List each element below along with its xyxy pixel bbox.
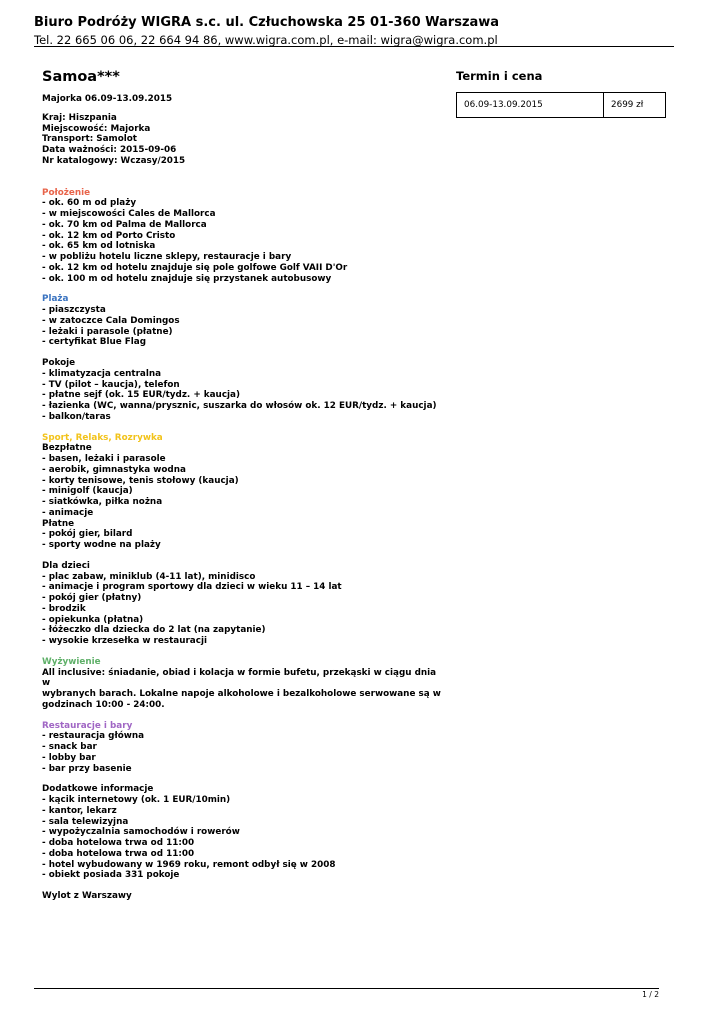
list-item: - w zatoczce Cala Domingos bbox=[42, 315, 180, 326]
info-line: Transport: Samolot bbox=[42, 134, 138, 145]
list-item: - korty tenisowe, tenis stołowy (kaucja) bbox=[42, 475, 239, 486]
list-item: - pokój gier, bilard bbox=[42, 529, 133, 540]
list-item: - łazienka (WC, wanna/prysznic, suszarka do włosów ok. 12 EUR/tydz. + kaucja) bbox=[42, 401, 437, 411]
list-item: - doba hotelowa trwa od 11:00 bbox=[42, 838, 195, 848]
list-item: - snack bar bbox=[42, 742, 97, 752]
list-item: - klimatyzacja centralna bbox=[42, 368, 162, 379]
list-item: - płatne sejf (ok. 15 EUR/tydz. + kaucja) bbox=[42, 390, 241, 401]
company-name: Biuro Podróży WIGRA s.c. ul. Człuchowska 25 01-360 Warszawa bbox=[34, 15, 500, 30]
term-price-cell: 2699 zł bbox=[604, 93, 666, 118]
list-item: - wypożyczalnia samochodów i rowerów bbox=[42, 827, 240, 838]
list-item: - sala telewizyjna bbox=[42, 816, 129, 827]
paragraph-line: wybranych barach. Lokalne napoje alkoholowe i bezalkoholowe serwowane są w bbox=[42, 689, 441, 699]
list-item: - kącik internetowy (ok. 1 EUR/10min) bbox=[42, 795, 231, 805]
list-item: - balkon/taras bbox=[42, 411, 111, 422]
list-item: - ok. 70 km od Palma de Mallorca bbox=[42, 219, 207, 230]
document-header bbox=[34, 14, 674, 48]
list-item: - animacje i program sportowy dla dzieci w wieku 11 – 14 lat bbox=[42, 582, 342, 593]
offer-subtitle: Majorka 06.09-13.09.2015 bbox=[42, 94, 173, 104]
sublist-label: Płatne bbox=[42, 518, 75, 529]
section-heading-sport: Sport, Relaks, Rozrywka bbox=[42, 432, 163, 443]
list-item: - basen, leżaki i parasole bbox=[42, 454, 166, 464]
paragraph-line: All inclusive: śniadanie, obiad i kolacja w formie bufetu, przekąski w ciągu dnia w bbox=[42, 667, 437, 689]
price-panel bbox=[456, 68, 666, 118]
price-table bbox=[456, 92, 666, 118]
list-item: - aerobik, gimnastyka wodna bbox=[42, 464, 186, 475]
page-title: Samoa*** bbox=[42, 69, 120, 85]
list-item: - certyfikat Blue Flag bbox=[42, 337, 147, 348]
info-line: Miejscowość: Majorka bbox=[42, 123, 151, 134]
list-item: - łóżeczko dla dziecka do 2 lat (na zapytanie) bbox=[42, 625, 266, 636]
sublist-label: Bezpłatne bbox=[42, 443, 92, 454]
info-line: Nr katalogowy: Wczasy/2015 bbox=[42, 155, 186, 166]
list-item: - w miejscowości Cales de Mallorca bbox=[42, 209, 216, 219]
list-item: - pokój gier (płatny) bbox=[42, 593, 142, 603]
list-item: - obiekt posiada 331 pokoje bbox=[42, 870, 180, 881]
offer-details bbox=[42, 94, 442, 902]
list-item: - ok. 60 m od plaży bbox=[42, 198, 137, 209]
list-item: - animacje bbox=[42, 507, 94, 518]
list-item: - minigolf (kaucja) bbox=[42, 486, 133, 497]
price-panel-title: Termin i cena bbox=[456, 69, 543, 83]
list-item: - siatkówka, piłka nożna bbox=[42, 497, 163, 507]
section-heading-plaza: Plaża bbox=[42, 294, 69, 305]
table-row bbox=[457, 93, 666, 118]
section-heading-restauracje: Restauracje i bary bbox=[42, 720, 133, 731]
info-line: Data ważności: 2015-09-06 bbox=[42, 145, 177, 155]
term-date-cell: 06.09-13.09.2015 bbox=[457, 93, 604, 118]
list-item: - lobby bar bbox=[42, 752, 96, 763]
list-item: - opiekunka (płatna) bbox=[42, 614, 144, 625]
list-item: - ok. 12 km od hotelu znajduje się pole golfowe Golf VAII D'Or bbox=[42, 262, 348, 273]
departure-note: Wylot z Warszawy bbox=[42, 891, 132, 901]
list-item: - kantor, lekarz bbox=[42, 805, 117, 816]
footer-divider bbox=[34, 988, 659, 989]
info-line: Kraj: Hiszpania bbox=[42, 112, 117, 123]
list-item: - restauracja główna bbox=[42, 731, 145, 742]
list-item: - hotel wybudowany w 1969 roku, remont odbył się w 2008 bbox=[42, 859, 336, 870]
list-item: - TV (pilot – kaucja), telefon bbox=[42, 379, 180, 390]
list-item: - piaszczysta bbox=[42, 305, 106, 315]
section-heading-pokoje: Pokoje bbox=[42, 358, 76, 368]
section-heading-dzieci: Dla dzieci bbox=[42, 560, 90, 571]
list-item: - doba hotelowa trwa od 11:00 bbox=[42, 848, 195, 859]
list-item: - sporty wodne na plaży bbox=[42, 540, 161, 550]
paragraph-line: godzinach 10:00 - 24:00. bbox=[42, 699, 165, 710]
list-item: - w pobliżu hotelu liczne sklepy, restauracje i bary bbox=[42, 252, 292, 262]
list-item: - bar przy basenie bbox=[42, 763, 132, 774]
list-item: - ok. 100 m od hotelu znajduje się przystanek autobusowy bbox=[42, 273, 332, 284]
list-item: - wysokie krzesełka w restauracji bbox=[42, 636, 207, 646]
section-heading-wyzywienie: Wyżywienie bbox=[42, 656, 101, 667]
list-item: - ok. 12 km od Porto Cristo bbox=[42, 230, 176, 241]
company-contact: Tel. 22 665 06 06, 22 664 94 86, www.wigra.com.pl, e-mail: wigra@wigra.com.pl bbox=[34, 33, 498, 47]
page-number: 1 / 2 bbox=[642, 990, 659, 999]
list-item: - ok. 65 km od lotniska bbox=[42, 241, 156, 252]
header-divider bbox=[34, 46, 674, 47]
list-item: - plac zabaw, miniklub (4-11 lat), minidisco bbox=[42, 571, 256, 582]
list-item: - brodzik bbox=[42, 603, 86, 614]
section-heading-polozenie: Położenie bbox=[42, 187, 91, 198]
list-item: - leżaki i parasole (płatne) bbox=[42, 326, 173, 337]
section-heading-dodatkowe: Dodatkowe informacje bbox=[42, 784, 154, 795]
